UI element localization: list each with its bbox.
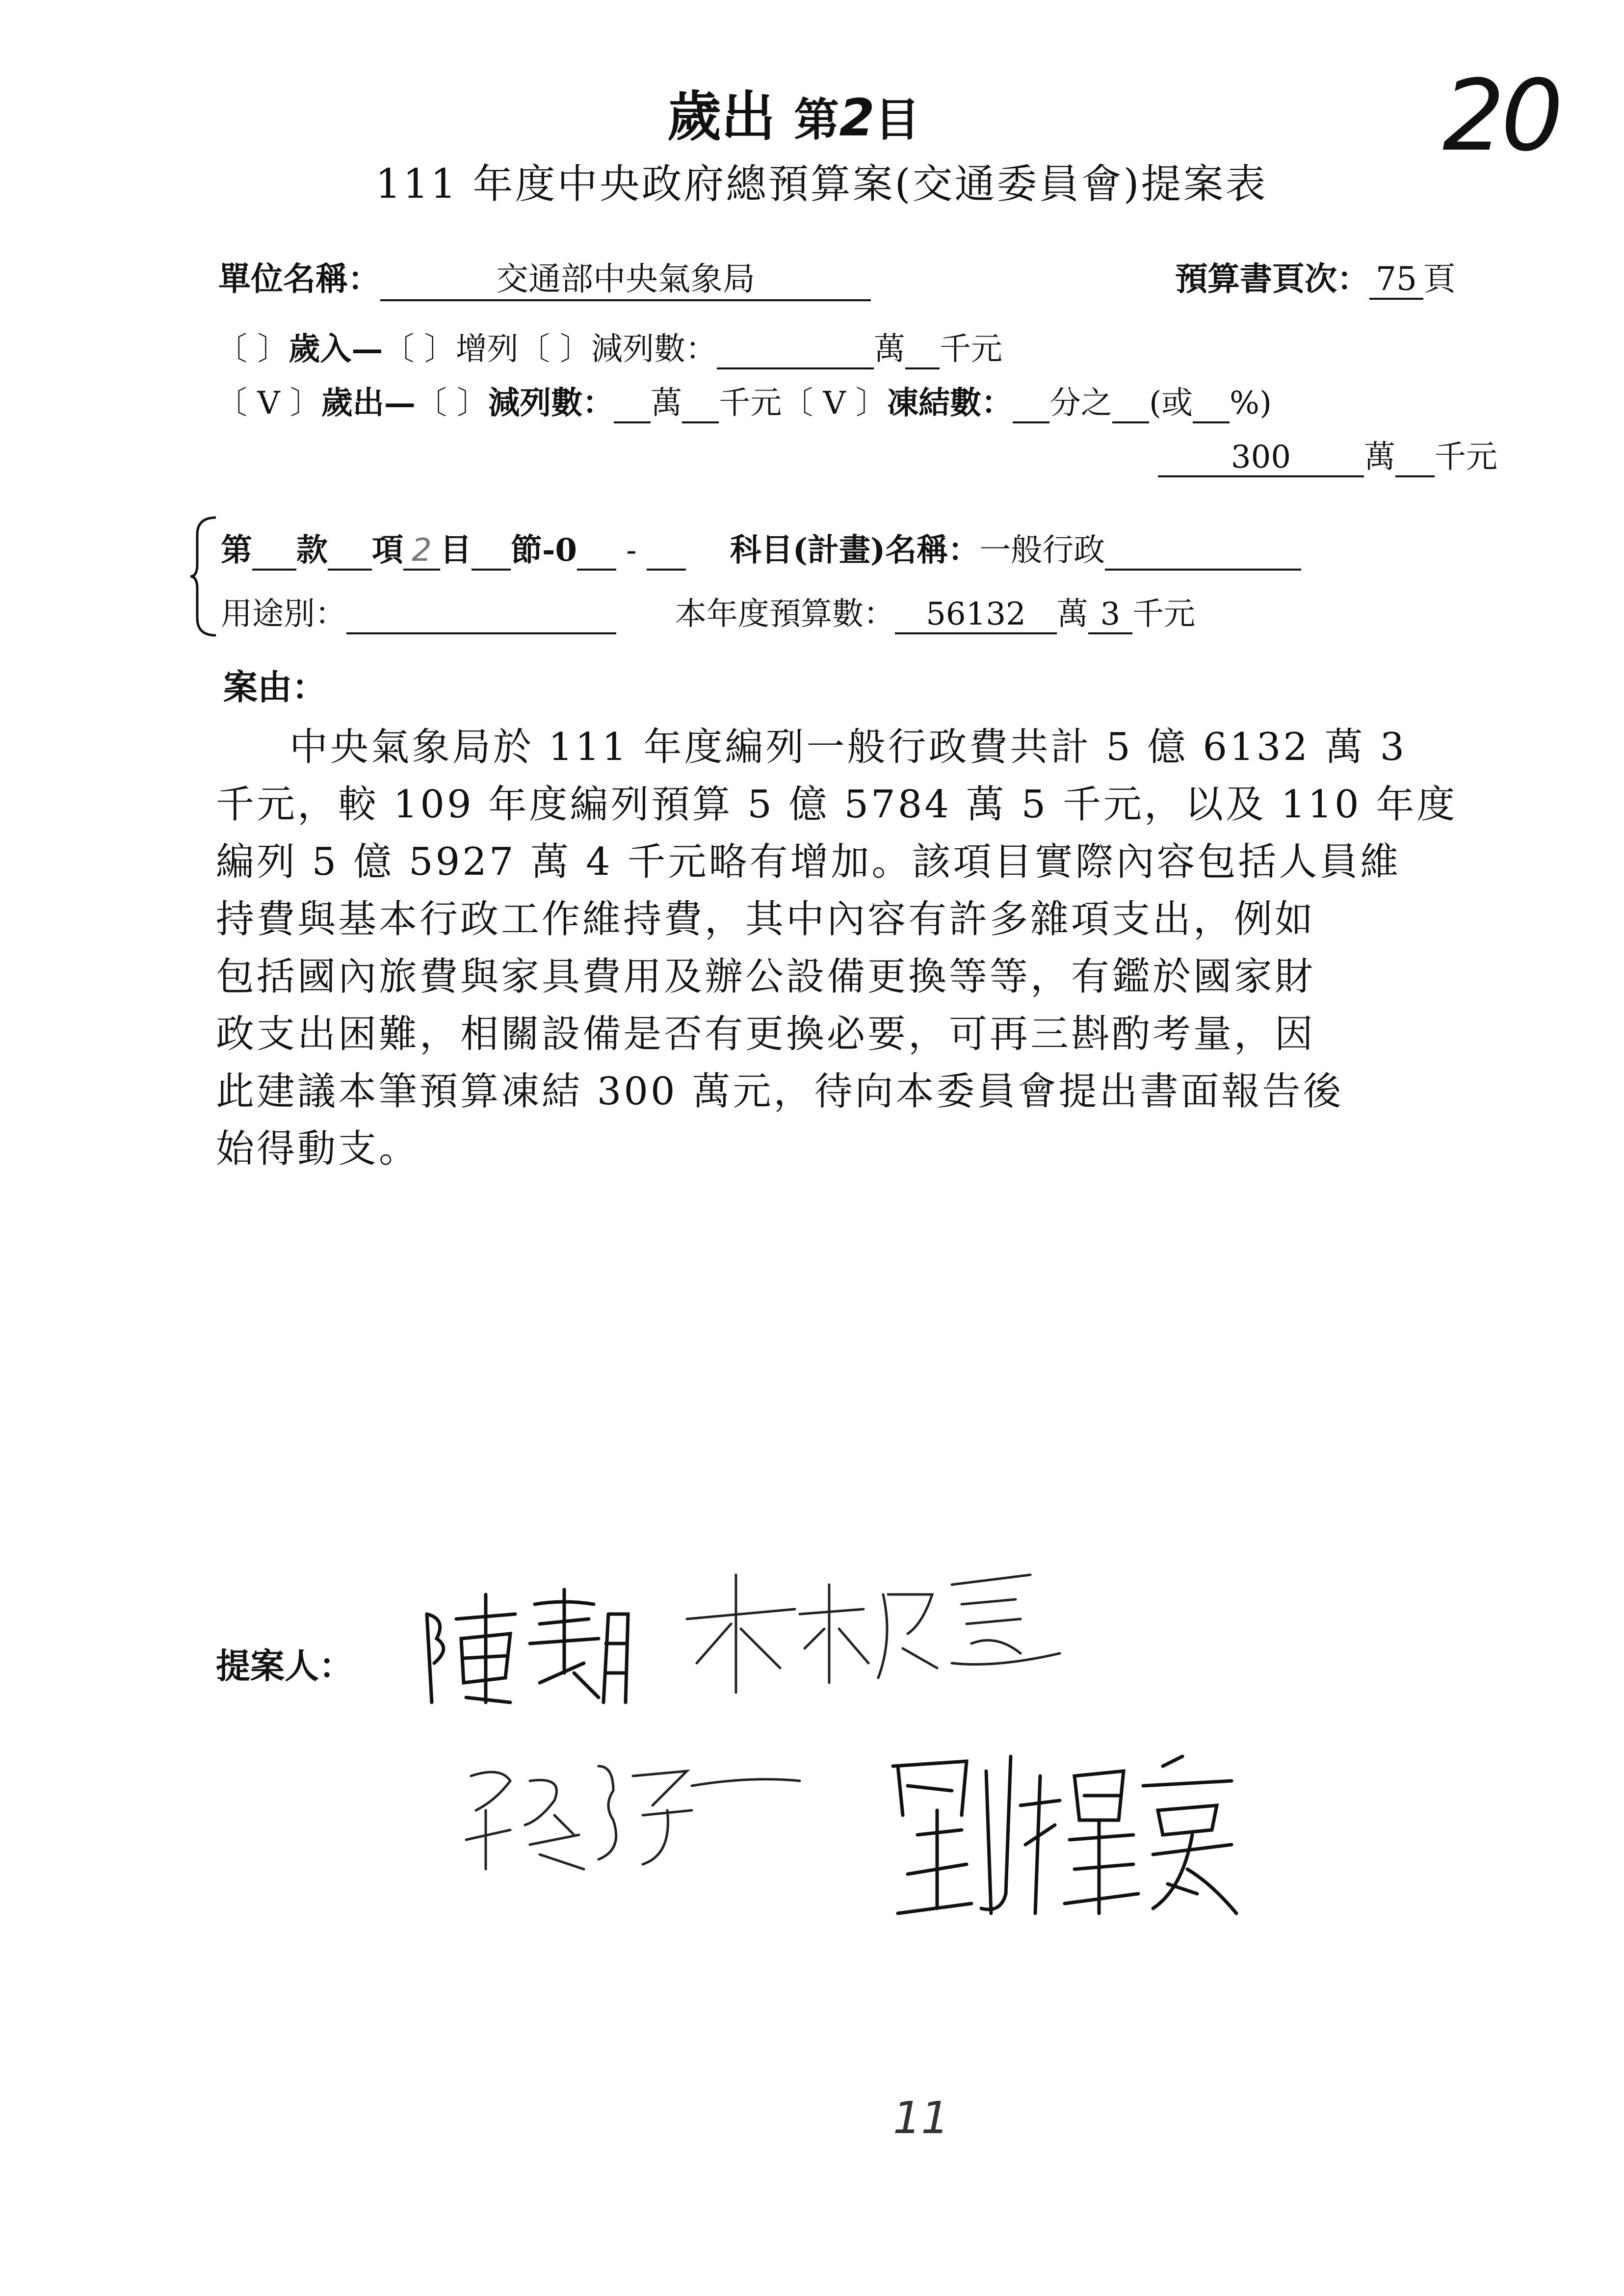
increase-label: 增列 — [455, 331, 519, 367]
footer-mark: 11 — [893, 2092, 949, 2144]
freeze-amount-line — [1158, 432, 1497, 477]
budget-label: 本年度預算數： — [675, 596, 895, 632]
account-brace — [186, 515, 221, 638]
decrease-checkbox: 〔 〕 — [518, 331, 592, 367]
reason-line: 包括國內旅費與家具費用及辦公設備更換等等，有鑑於國家財 — [216, 955, 1316, 999]
expense-line — [216, 378, 1272, 423]
revenue-wan-blank — [717, 331, 874, 369]
freeze-amount-qian-blank — [1395, 439, 1435, 477]
pct: %) — [1230, 385, 1272, 421]
reason-line: 中央氣象局於 111 年度編列一般行政費共計 5 億 6132 萬 3 — [289, 725, 1407, 769]
expense-wan: 萬 — [651, 385, 682, 421]
title-num: 2 — [839, 88, 875, 148]
decrease-label: 減列數： — [591, 331, 717, 367]
subject-blank — [1105, 532, 1301, 571]
page-ref-label: 預算書頁次： — [1175, 260, 1369, 298]
budget-qianyuan: 千元 — [1132, 596, 1195, 632]
huo: (或 — [1149, 385, 1193, 421]
title-di: 第 — [794, 93, 839, 146]
freeze-checkbox: 〔 V 〕 — [782, 385, 888, 421]
expense-decrease-label: 減列數： — [488, 385, 614, 421]
unit-line — [218, 253, 871, 301]
usage-line — [221, 589, 1195, 634]
account-jie: 節-0 — [511, 532, 577, 569]
reason-line: 始得動支。 — [216, 1127, 420, 1171]
page-ref-value: 75 — [1369, 260, 1423, 300]
header-title — [667, 74, 920, 151]
revenue-label: 歲入— — [288, 331, 383, 367]
expense-label: 歲出— — [321, 385, 416, 421]
expense-checkbox: 〔 V 〕 — [216, 385, 321, 421]
revenue-wan: 萬 — [874, 331, 906, 367]
revenue-line — [216, 324, 1002, 369]
increase-checkbox: 〔 〕 — [383, 331, 456, 367]
freeze-amount-qianyuan: 千元 — [1435, 439, 1497, 475]
revenue-qianyuan: 千元 — [940, 331, 1003, 367]
signature-4 — [878, 1747, 1251, 1933]
budget-wan-value: 56132 — [895, 596, 1057, 634]
page-ref-unit: 頁 — [1423, 260, 1456, 298]
freeze-num-blank — [1112, 385, 1149, 423]
account-line — [221, 525, 1301, 571]
freeze-pct-blank — [1193, 385, 1230, 423]
account-end-blank — [647, 532, 686, 571]
reason-line: 編列 5 億 5927 萬 4 千元略有增加。該項目實際內容包括人員維 — [216, 840, 1401, 884]
freeze-amount-wan: 萬 — [1364, 439, 1395, 475]
expense-decrease-checkbox: 〔 〕 — [415, 385, 489, 421]
account-dash: - — [626, 532, 637, 569]
freeze-denom-blank — [1013, 385, 1049, 423]
reason-line: 持費與基本行政工作維持費，其中內容有許多雜項支出，例如 — [216, 897, 1316, 941]
reason-line: 千元，較 109 年度編列預算 5 億 5784 萬 5 千元，以及 110 年度 — [216, 783, 1458, 827]
account-kuan: 款 — [296, 532, 328, 569]
subtitle: 111 年度中央政府總預算案(交通委員會)提案表 — [375, 161, 1268, 208]
subject-value: 一般行政 — [979, 532, 1105, 569]
expense-wan-blank — [614, 385, 651, 423]
budget-qian-value: 3 — [1088, 596, 1132, 634]
reason-body — [216, 719, 1457, 1178]
reason-line: 政支出困難，相關設備是否有更換必要，可再三斟酌考量，因 — [216, 1012, 1316, 1056]
proposer-label: 提案人： — [216, 1645, 353, 1686]
freeze-amount-value: 300 — [1158, 439, 1364, 477]
usage-label: 用途別： — [221, 596, 346, 632]
subject-label: 科目(計畫)名稱： — [730, 532, 980, 569]
title-prefix: 歲出 — [667, 85, 775, 148]
kuan-blank — [252, 532, 296, 571]
revenue-checkbox: 〔 〕 — [216, 331, 289, 367]
unit-value: 交通部中央氣象局 — [380, 253, 871, 301]
reason-heading: 案由： — [223, 667, 326, 707]
revenue-qian-blank — [905, 331, 940, 369]
mu-value: 2 — [403, 532, 440, 571]
jie-sub-blank — [577, 532, 616, 571]
signature-1 — [417, 1585, 633, 1712]
fen-zhi: 分之 — [1049, 385, 1113, 421]
budget-wan: 萬 — [1057, 596, 1088, 632]
expense-qian-blank — [682, 385, 719, 423]
expense-qianyuan: 千元 — [719, 385, 782, 421]
signature-2 — [677, 1565, 1070, 1702]
account-di: 第 — [221, 532, 252, 569]
freeze-label: 凍結數： — [887, 385, 1013, 421]
unit-label: 單位名稱： — [218, 260, 380, 298]
xiang-blank — [328, 532, 372, 571]
account-xiang: 項 — [372, 532, 403, 569]
jie-blank — [471, 532, 511, 571]
title-mu: 目 — [874, 93, 920, 146]
usage-blank — [346, 596, 616, 634]
reason-line: 此建議本筆預算凍結 300 萬元，待向本委員會提出書面報告後 — [216, 1070, 1344, 1114]
account-mu: 目 — [440, 532, 471, 569]
signature-3 — [456, 1747, 810, 1879]
page-number: 20 — [1442, 59, 1560, 173]
page-ref — [1175, 253, 1456, 300]
